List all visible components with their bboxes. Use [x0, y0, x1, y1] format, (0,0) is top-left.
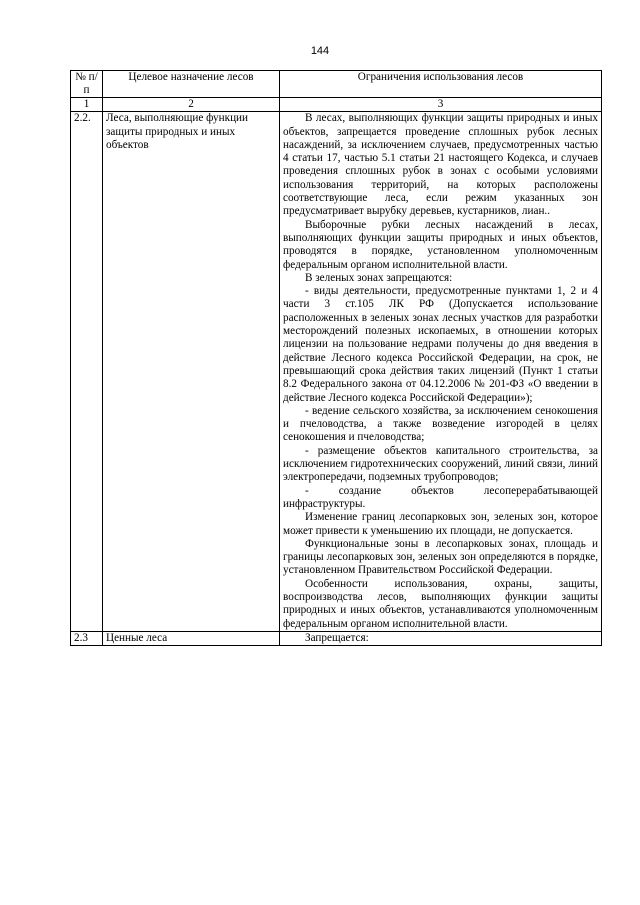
forest-restrictions-table — [70, 70, 602, 646]
table-header-row — [71, 71, 602, 98]
paragraph: - создание объектов лесоперерабатывающей инфраструктуры. — [283, 484, 598, 510]
header-purpose: Целевое назначение лесов — [103, 71, 280, 98]
row-number: 2.2. — [71, 112, 103, 632]
row-number: 2.3 — [71, 631, 103, 645]
paragraph: Особенности использования, охраны, защиты, воспроизводства лесов, выполняющих функции защиты природных и иных объектов, устанавливаются уполномоченным федеральным органом исполнительной власти. — [283, 577, 598, 630]
column-number: 1 — [71, 98, 103, 112]
row-restrictions — [280, 631, 602, 645]
paragraph: В зеленых зонах запрещаются: — [305, 271, 453, 284]
paragraph: - размещение объектов капитального строительства, за исключением гидротехнических сооружений, линий связи, линий электропередачи, подземных трубопроводов; — [283, 444, 598, 484]
paragraph: Изменение границ лесопарковых зон, зеленых зон, которое может привести к уменьшению их площади, не допускается. — [283, 511, 598, 537]
header-number: № п/п — [71, 71, 103, 98]
paragraph: Функциональные зоны в лесопарковых зонах, площадь и границы лесопарковых зон, зеленых зон определяются в порядке, установленном Правительством Российской Федерации. — [283, 537, 598, 577]
page-number: 144 — [310, 45, 330, 57]
column-number: 2 — [103, 98, 280, 112]
paragraph: В лесах, выполняющих функции защиты природных и иных объектов, запрещается проведение сплошных рубок лесных насаждений, за исключением случаев, предусмотренных частью 4 статьи 17, частью 5.1 статьи 21 настоящего Кодекса, и случаев проведения сплошных рубок в зонах с особыми условиями использования территорий, на которых расположены соответствующие леса, если режим указанных зон предусматривает вырубку деревьев, кустарников, лиан.. — [283, 112, 598, 218]
table-row — [71, 112, 602, 632]
column-number-row — [71, 98, 602, 112]
paragraph: Выборочные рубки лесных насаждений в лесах, выполняющих функции защиты природных и иных объектов, проводятся в порядке, установленном уполномоченным федеральным органом исполнительной власти. — [283, 218, 598, 271]
header-restrictions: Ограничения использования лесов — [280, 71, 602, 98]
paragraph: Запрещается: — [305, 631, 369, 644]
paragraph: - ведение сельского хозяйства, за исключением сенокошения и пчеловодства, а также возведение изгородей в целях сенокошения и пчеловодства; — [283, 404, 598, 444]
paragraph: - виды деятельности, предусмотренные пунктами 1, 2 и 4 части 3 ст.105 ЛК РФ (Допускается использование расположенных в зеленых зонах лесных участков для разработки месторождений полезных ископаемых, в отношении которых лицензии на пользование недрами получены до дня введения в действие Лесного кодекса Российской Федерации, на срок, не превышающий срока действия таких лицензий (Пункт 1 статьи 8.2 Федерального закона от 04.12.2006 № 201-ФЗ «О введении в действие Лесного кодекса Российской Федерации»); — [283, 285, 598, 404]
table-row — [71, 631, 602, 645]
row-purpose: Ценные леса — [103, 631, 280, 645]
column-number: 3 — [280, 98, 602, 112]
row-purpose: Леса, выполняющие функции защиты природных и иных объектов — [103, 112, 280, 632]
row-restrictions — [280, 112, 602, 632]
